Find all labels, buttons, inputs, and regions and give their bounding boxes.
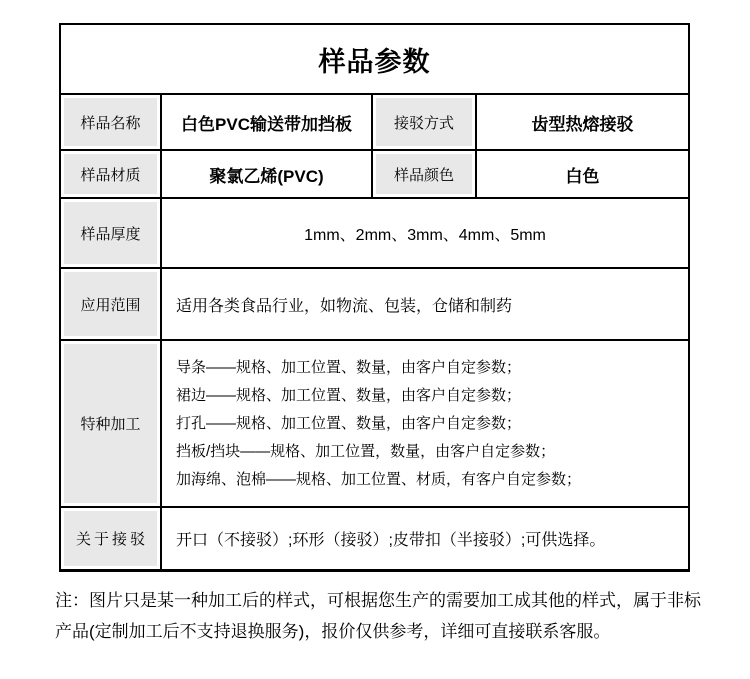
special-processing-line: 加海绵、泡棉——规格、加工位置、材质，有客户自定参数； [176, 470, 582, 488]
value-joint-method: 齿型热熔接驳 [475, 95, 688, 149]
footnote-line-2: 产品(定制加工后不支持退换服务)，报价仅供参考，详细可直接联系客服。 [55, 622, 611, 641]
label-joint-method: 接驳方式 [376, 98, 472, 146]
label-cell-sample-name [61, 95, 160, 149]
label-application: 应用范围 [64, 272, 157, 336]
value-color: 白色 [475, 151, 688, 197]
row-name-joint [61, 93, 688, 149]
value-special-processing [160, 341, 688, 506]
label-sample-name: 样品名称 [64, 98, 157, 146]
label-cell-application [61, 269, 160, 339]
value-about-joint: 开口（不接驳）;环形（接驳）;皮带扣（半接驳）;可供选择。 [160, 508, 688, 569]
value-material: 聚氯乙烯(PVC) [160, 151, 371, 197]
row-about-joint [61, 506, 688, 569]
table-title: 样品参数 [318, 46, 431, 77]
label-cell-joint-method [371, 95, 475, 149]
label-material: 样品材质 [64, 154, 157, 194]
value-application: 适用各类食品行业，如物流、包装，仓储和制药 [160, 269, 688, 339]
special-processing-line: 挡板/挡块——规格、加工位置，数量，由客户自定参数； [176, 442, 556, 460]
row-special-processing [61, 339, 688, 506]
spec-table [59, 23, 690, 572]
row-thickness [61, 197, 688, 267]
label-cell-material [61, 151, 160, 197]
value-sample-name: 白色PVC输送带加挡板 [160, 95, 371, 149]
footnote-line-1: 注：图片只是某一种加工后的样式，可根据您生产的需要加工成其他的样式，属于非标 [55, 591, 701, 610]
label-about-joint: 关于接驳 [64, 511, 157, 566]
value-thickness: 1mm、2mm、3mm、4mm、5mm [160, 199, 688, 267]
special-processing-line: 打孔——规格、加工位置、数量，由客户自定参数； [176, 414, 522, 432]
label-cell-special-processing [61, 341, 160, 506]
label-color: 样品颜色 [376, 154, 472, 194]
footnote [55, 585, 713, 647]
row-material-color [61, 149, 688, 197]
label-cell-thickness [61, 199, 160, 267]
special-processing-line: 裙边——规格、加工位置、数量，由客户自定参数； [176, 386, 522, 404]
label-cell-about-joint [61, 508, 160, 569]
label-special-processing: 特种加工 [64, 344, 157, 503]
label-thickness: 样品厚度 [64, 202, 157, 264]
label-cell-color [371, 151, 475, 197]
row-application [61, 267, 688, 339]
special-processing-line: 导条——规格、加工位置、数量，由客户自定参数； [176, 358, 522, 376]
